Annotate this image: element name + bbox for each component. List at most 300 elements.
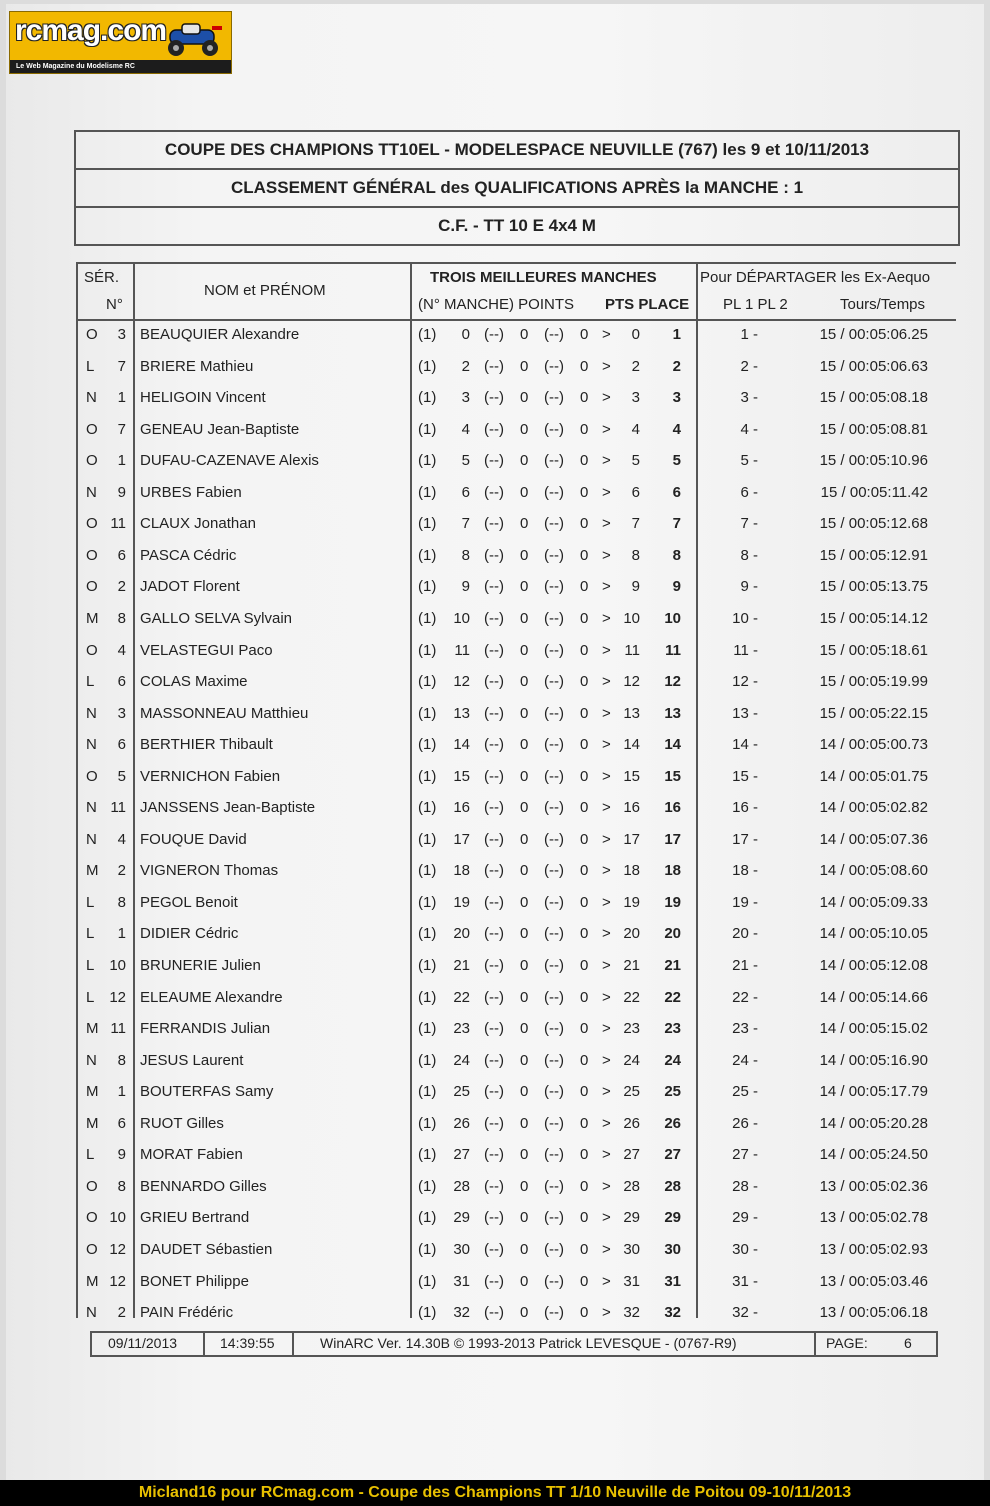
- tiebreak-place: 30 -: [732, 1240, 758, 1258]
- greater-than-sign: >: [602, 389, 611, 407]
- ser-cell: O: [86, 515, 98, 533]
- table-row: [78, 1142, 956, 1170]
- table-row: [78, 1205, 956, 1233]
- number-cell: 2: [117, 578, 126, 596]
- rcmag-logo[interactable]: [9, 11, 232, 74]
- greater-than-sign: >: [602, 988, 611, 1006]
- greater-than-sign: >: [602, 830, 611, 848]
- total-points: 12: [623, 673, 640, 691]
- manche-3-number: (--): [544, 767, 564, 785]
- place-cell: 13: [664, 704, 681, 722]
- manche-2-number: (--): [484, 862, 504, 880]
- manche-1-points: 15: [453, 767, 470, 785]
- manche-2-number: (--): [484, 515, 504, 533]
- place-cell: 22: [664, 988, 681, 1006]
- laps-time: 14 / 00:05:08.60: [819, 862, 928, 880]
- total-points: 23: [623, 1020, 640, 1038]
- manche-2-number: (--): [484, 357, 504, 375]
- manche-3-points: 0: [580, 1146, 589, 1164]
- manche-2-points: 0: [520, 1240, 529, 1258]
- total-points: 16: [623, 799, 640, 817]
- total-points: 0: [631, 326, 640, 343]
- manche-2-points: 0: [520, 673, 529, 691]
- manche-1-number: (1): [418, 1177, 437, 1195]
- number-cell: 4: [117, 641, 126, 659]
- driver-name: MASSONNEAU Matthieu: [140, 704, 309, 722]
- number-cell: 6: [117, 673, 126, 691]
- manche-1-number: (1): [418, 767, 437, 785]
- laps-time: 13 / 00:05:03.46: [819, 1272, 928, 1290]
- number-cell: 4: [117, 830, 126, 848]
- table-row: [78, 480, 956, 508]
- manche-3-points: 0: [580, 799, 589, 817]
- table-row: [78, 1016, 956, 1044]
- laps-time: 15 / 00:05:08.81: [819, 420, 928, 438]
- laps-time: 15 / 00:05:13.75: [819, 578, 928, 596]
- greater-than-sign: >: [602, 736, 611, 754]
- manche-1-number: (1): [418, 736, 437, 754]
- ser-cell: N: [86, 1051, 97, 1069]
- number-cell: 1: [117, 389, 126, 407]
- driver-name: ELEAUME Alexandre: [140, 988, 283, 1006]
- header-name: NOM et PRÉNOM: [204, 282, 326, 299]
- total-points: 3: [631, 389, 640, 407]
- ser-cell: O: [86, 420, 98, 438]
- manche-1-points: 21: [453, 957, 470, 974]
- greater-than-sign: >: [602, 357, 611, 375]
- laps-time: 15 / 00:05:08.18: [819, 389, 928, 407]
- laps-time: 14 / 00:05:07.36: [819, 830, 928, 848]
- manche-1-number: (1): [418, 893, 437, 911]
- manche-2-points: 0: [520, 830, 529, 848]
- footer-software: WinARC Ver. 14.30B © 1993-2013 Patrick LEVESQUE - (0767-R9): [320, 1335, 737, 1351]
- laps-time: 14 / 00:05:12.08: [819, 957, 928, 974]
- manche-1-points: 8: [461, 546, 470, 564]
- driver-name: VERNICHON Fabien: [140, 767, 281, 785]
- rc-car-icon: [160, 20, 226, 60]
- manche-3-number: (--): [544, 609, 564, 627]
- laps-time: 13 / 00:05:06.18: [819, 1304, 928, 1322]
- header-tours: Tours/Temps: [840, 296, 926, 313]
- ser-cell: N: [86, 483, 97, 501]
- manche-2-number: (--): [484, 925, 504, 943]
- table-row: [78, 385, 956, 413]
- driver-name: RUOT Gilles: [140, 1114, 224, 1132]
- table-row: [78, 543, 956, 571]
- manche-1-points: 27: [453, 1146, 470, 1164]
- greater-than-sign: >: [602, 673, 611, 691]
- manche-1-number: (1): [418, 641, 437, 659]
- table-row: [78, 795, 956, 823]
- manche-2-number: (--): [484, 673, 504, 691]
- manche-3-points: 0: [580, 767, 589, 785]
- manche-2-number: (--): [484, 1177, 504, 1195]
- table-row: [78, 322, 956, 350]
- tiebreak-place: 16 -: [732, 799, 758, 817]
- tiebreak-place: 18 -: [732, 862, 758, 880]
- manche-1-number: (1): [418, 452, 437, 470]
- manche-1-number: (1): [418, 862, 437, 880]
- ser-cell: O: [86, 1177, 98, 1195]
- manche-1-number: (1): [418, 420, 437, 438]
- manche-1-number: (1): [418, 578, 437, 596]
- tiebreak-place: 4 -: [740, 420, 758, 438]
- driver-name: JESUS Laurent: [140, 1051, 244, 1069]
- laps-time: 15 / 00:05:10.96: [819, 452, 928, 470]
- manche-1-number: (1): [418, 704, 437, 722]
- ser-cell: L: [86, 1146, 95, 1164]
- laps-time: 14 / 00:05:02.82: [819, 799, 928, 817]
- manche-3-number: (--): [544, 326, 564, 343]
- manche-2-number: (--): [484, 799, 504, 817]
- manche-1-points: 9: [461, 578, 470, 596]
- number-cell: 6: [117, 1114, 126, 1132]
- driver-name: BENNARDO Gilles: [140, 1177, 267, 1195]
- manche-1-number: (1): [418, 673, 437, 691]
- manche-3-points: 0: [580, 546, 589, 564]
- total-points: 27: [623, 1146, 640, 1164]
- table-row: [78, 732, 956, 760]
- manche-1-points: 20: [453, 925, 470, 943]
- manche-1-points: 17: [453, 830, 470, 848]
- table-row: [78, 827, 956, 855]
- driver-name: GRIEU Bertrand: [140, 1209, 250, 1227]
- table-row: [78, 858, 956, 886]
- place-cell: 2: [672, 357, 681, 375]
- place-cell: 16: [664, 799, 681, 817]
- manche-2-points: 0: [520, 1020, 529, 1038]
- manche-3-points: 0: [580, 515, 589, 533]
- total-points: 29: [623, 1209, 640, 1227]
- manche-3-points: 0: [580, 1240, 589, 1258]
- greater-than-sign: >: [602, 578, 611, 596]
- total-points: 28: [623, 1177, 640, 1195]
- driver-name: GENEAU Jean-Baptiste: [140, 420, 300, 438]
- laps-time: 14 / 00:05:10.05: [819, 925, 928, 943]
- total-points: 13: [623, 704, 640, 722]
- header-manche-points: (N° MANCHE) POINTS: [418, 296, 574, 313]
- tiebreak-place: 8 -: [740, 546, 758, 564]
- header-departager: Pour DÉPARTAGER les Ex-Aequo: [700, 269, 931, 286]
- tiebreak-place: 12 -: [732, 673, 758, 691]
- total-points: 14: [623, 736, 640, 754]
- table-row: [78, 921, 956, 949]
- laps-time: 14 / 00:05:01.75: [819, 767, 928, 785]
- number-cell: 6: [117, 736, 126, 754]
- manche-2-number: (--): [484, 1240, 504, 1258]
- number-cell: 12: [109, 1272, 126, 1290]
- total-points: 19: [623, 893, 640, 911]
- ser-cell: O: [86, 326, 98, 343]
- driver-name: FERRANDIS Julian: [140, 1020, 271, 1038]
- ser-cell: N: [86, 799, 97, 817]
- logo-tagline: Le Web Magazine du Modelisme RC: [10, 60, 231, 73]
- driver-name: DIDIER Cédric: [140, 925, 239, 943]
- manche-1-points: 28: [453, 1177, 470, 1195]
- place-cell: 9: [672, 578, 681, 596]
- place-cell: 32: [664, 1304, 681, 1322]
- laps-time: 15 / 00:05:12.91: [819, 546, 928, 564]
- greater-than-sign: >: [602, 704, 611, 722]
- manche-3-points: 0: [580, 357, 589, 375]
- tiebreak-place: 28 -: [732, 1177, 758, 1195]
- manche-1-points: 32: [453, 1304, 470, 1322]
- laps-time: 15 / 00:05:06.63: [819, 357, 928, 375]
- tiebreak-place: 11 -: [733, 641, 758, 659]
- manche-3-number: (--): [544, 830, 564, 848]
- manche-2-number: (--): [484, 326, 504, 343]
- total-points: 18: [623, 862, 640, 880]
- number-cell: 2: [117, 1304, 126, 1322]
- header-pts-place: PTS PLACE: [605, 296, 690, 313]
- table-row: [78, 1111, 956, 1139]
- manche-3-number: (--): [544, 389, 564, 407]
- total-points: 22: [623, 988, 640, 1006]
- table-row: [78, 606, 956, 634]
- place-cell: 10: [664, 609, 681, 627]
- table-row: [78, 701, 956, 729]
- manche-2-number: (--): [484, 1304, 504, 1322]
- manche-2-number: (--): [484, 957, 504, 974]
- place-cell: 19: [664, 893, 681, 911]
- manche-1-number: (1): [418, 326, 437, 343]
- manche-3-points: 0: [580, 1272, 589, 1290]
- tiebreak-place: 3 -: [740, 389, 758, 407]
- manche-3-points: 0: [580, 326, 589, 343]
- place-cell: 1: [672, 326, 681, 343]
- manche-2-points: 0: [520, 1146, 529, 1164]
- manche-2-points: 0: [520, 1083, 529, 1101]
- manche-1-points: 23: [453, 1020, 470, 1038]
- total-points: 32: [623, 1304, 640, 1322]
- greater-than-sign: >: [602, 799, 611, 817]
- greater-than-sign: >: [602, 925, 611, 943]
- number-cell: 10: [109, 957, 126, 974]
- tiebreak-place: 2 -: [740, 357, 758, 375]
- total-points: 9: [631, 578, 640, 596]
- manche-3-points: 0: [580, 1177, 589, 1195]
- number-cell: 5: [117, 767, 126, 785]
- greater-than-sign: >: [602, 641, 611, 659]
- tiebreak-place: 20 -: [732, 925, 758, 943]
- driver-name: DUFAU-CAZENAVE Alexis: [140, 452, 319, 470]
- table-row: [78, 890, 956, 918]
- laps-time: 15 / 00:05:14.12: [819, 609, 928, 627]
- greater-than-sign: >: [602, 1272, 611, 1290]
- manche-3-points: 0: [580, 673, 589, 691]
- tiebreak-place: 27 -: [732, 1146, 758, 1164]
- manche-1-number: (1): [418, 546, 437, 564]
- laps-time: 13 / 00:05:02.93: [819, 1240, 928, 1258]
- manche-2-points: 0: [520, 1272, 529, 1290]
- manche-1-points: 29: [453, 1209, 470, 1227]
- manche-3-number: (--): [544, 988, 564, 1006]
- manche-1-points: 26: [453, 1114, 470, 1132]
- ser-cell: O: [86, 1209, 98, 1227]
- photo-caption: Micland16 pour RCmag.com - Coupe des Champions TT 1/10 Neuville de Poitou 09-10/11/2013: [0, 1480, 990, 1506]
- greater-than-sign: >: [602, 1209, 611, 1227]
- laps-time: 14 / 00:05:16.90: [819, 1051, 928, 1069]
- ser-cell: O: [86, 546, 98, 564]
- manche-2-points: 0: [520, 326, 529, 343]
- driver-name: FOUQUE David: [140, 830, 247, 848]
- manche-3-points: 0: [580, 609, 589, 627]
- greater-than-sign: >: [602, 1114, 611, 1132]
- number-cell: 10: [109, 1209, 126, 1227]
- laps-time: 15 / 00:05:11.42: [820, 483, 928, 501]
- number-cell: 7: [117, 420, 126, 438]
- number-cell: 8: [117, 1177, 126, 1195]
- manche-3-points: 0: [580, 830, 589, 848]
- manche-3-number: (--): [544, 578, 564, 596]
- table-row: [78, 1174, 956, 1202]
- total-points: 25: [623, 1083, 640, 1101]
- tiebreak-place: 23 -: [732, 1020, 758, 1038]
- manche-3-number: (--): [544, 925, 564, 943]
- number-cell: 8: [117, 609, 126, 627]
- place-cell: 3: [672, 389, 681, 407]
- laps-time: 15 / 00:05:18.61: [819, 641, 928, 659]
- manche-3-number: (--): [544, 893, 564, 911]
- ser-cell: L: [86, 957, 95, 974]
- header-divider: [78, 319, 956, 321]
- manche-3-number: (--): [544, 1240, 564, 1258]
- manche-1-points: 12: [453, 673, 470, 691]
- manche-1-points: 14: [453, 736, 470, 754]
- greater-than-sign: >: [602, 1020, 611, 1038]
- manche-2-points: 0: [520, 483, 529, 501]
- driver-name: PAIN Frédéric: [140, 1304, 234, 1322]
- number-cell: 1: [117, 452, 126, 470]
- table-row: [78, 1269, 956, 1297]
- manche-1-number: (1): [418, 1051, 437, 1069]
- manche-1-number: (1): [418, 515, 437, 533]
- footer-date: 09/11/2013: [108, 1335, 178, 1351]
- laps-time: 14 / 00:05:09.33: [819, 893, 928, 911]
- manche-3-points: 0: [580, 1083, 589, 1101]
- manche-1-points: 3: [461, 389, 470, 407]
- tiebreak-place: 24 -: [732, 1051, 758, 1069]
- manche-1-points: 5: [461, 452, 470, 470]
- manche-1-number: (1): [418, 957, 437, 974]
- ser-cell: N: [86, 704, 97, 722]
- table-row: [78, 1048, 956, 1076]
- manche-3-number: (--): [544, 641, 564, 659]
- manche-3-points: 0: [580, 862, 589, 880]
- ser-cell: L: [86, 673, 95, 691]
- tiebreak-place: 25 -: [732, 1083, 758, 1101]
- total-points: 20: [623, 925, 640, 943]
- manche-3-points: 0: [580, 1114, 589, 1132]
- manche-2-points: 0: [520, 1304, 529, 1322]
- ser-cell: O: [86, 452, 98, 470]
- greater-than-sign: >: [602, 1240, 611, 1258]
- manche-2-points: 0: [520, 1051, 529, 1069]
- total-points: 2: [631, 357, 640, 375]
- tiebreak-place: 21 -: [732, 957, 758, 974]
- table-row: [78, 574, 956, 602]
- manche-2-points: 0: [520, 609, 529, 627]
- total-points: 30: [623, 1240, 640, 1258]
- manche-1-points: 19: [453, 893, 470, 911]
- ser-cell: O: [86, 1240, 98, 1258]
- footer-divider: [814, 1333, 816, 1355]
- manche-2-number: (--): [484, 830, 504, 848]
- manche-1-number: (1): [418, 357, 437, 375]
- laps-time: 15 / 00:05:22.15: [819, 704, 928, 722]
- table-row: [78, 1237, 956, 1265]
- manche-1-number: (1): [418, 1083, 437, 1101]
- footer-page-number: 6: [904, 1335, 912, 1351]
- manche-3-points: 0: [580, 736, 589, 754]
- manche-2-number: (--): [484, 1051, 504, 1069]
- manche-1-number: (1): [418, 1209, 437, 1227]
- manche-2-points: 0: [520, 641, 529, 659]
- total-points: 17: [623, 830, 640, 848]
- manche-3-points: 0: [580, 957, 589, 974]
- manche-2-points: 0: [520, 452, 529, 470]
- tiebreak-place: 22 -: [732, 988, 758, 1006]
- total-points: 6: [631, 483, 640, 501]
- ser-cell: L: [86, 893, 95, 911]
- manche-3-points: 0: [580, 420, 589, 438]
- greater-than-sign: >: [602, 1051, 611, 1069]
- manche-3-number: (--): [544, 1146, 564, 1164]
- number-cell: 11: [110, 1020, 126, 1038]
- category-title: C.F. - TT 10 E 4x4 M: [74, 206, 960, 246]
- manche-1-number: (1): [418, 830, 437, 848]
- manche-2-points: 0: [520, 389, 529, 407]
- laps-time: 14 / 00:05:24.50: [819, 1146, 928, 1164]
- laps-time: 14 / 00:05:15.02: [819, 1020, 928, 1038]
- manche-3-points: 0: [580, 389, 589, 407]
- tiebreak-place: 6 -: [740, 483, 758, 501]
- manche-3-points: 0: [580, 578, 589, 596]
- manche-3-number: (--): [544, 1209, 564, 1227]
- greater-than-sign: >: [602, 893, 611, 911]
- header-ser: SÉR.: [84, 269, 120, 286]
- footer-divider: [292, 1333, 294, 1355]
- ser-cell: M: [86, 1272, 99, 1290]
- driver-name: COLAS Maxime: [140, 673, 248, 691]
- total-points: 7: [631, 515, 640, 533]
- ser-cell: O: [86, 641, 98, 659]
- total-points: 31: [623, 1272, 640, 1290]
- manche-3-number: (--): [544, 862, 564, 880]
- manche-2-points: 0: [520, 736, 529, 754]
- manche-3-points: 0: [580, 704, 589, 722]
- logo-brand-text: rcmag.com: [15, 14, 167, 47]
- place-cell: 29: [664, 1209, 681, 1227]
- manche-2-number: (--): [484, 483, 504, 501]
- manche-1-number: (1): [418, 609, 437, 627]
- header-pl: PL 1 PL 2: [723, 296, 788, 313]
- manche-1-points: 13: [453, 704, 470, 722]
- footer-divider: [203, 1333, 205, 1355]
- manche-3-number: (--): [544, 1083, 564, 1101]
- driver-name: BRIERE Mathieu: [140, 357, 254, 375]
- tiebreak-place: 14 -: [732, 736, 758, 754]
- manche-2-number: (--): [484, 767, 504, 785]
- number-cell: 12: [109, 988, 126, 1006]
- tiebreak-place: 13 -: [732, 704, 758, 722]
- ser-cell: L: [86, 988, 95, 1006]
- manche-3-number: (--): [544, 673, 564, 691]
- greater-than-sign: >: [602, 767, 611, 785]
- total-points: 10: [623, 609, 640, 627]
- manche-3-number: (--): [544, 957, 564, 974]
- number-cell: 6: [117, 546, 126, 564]
